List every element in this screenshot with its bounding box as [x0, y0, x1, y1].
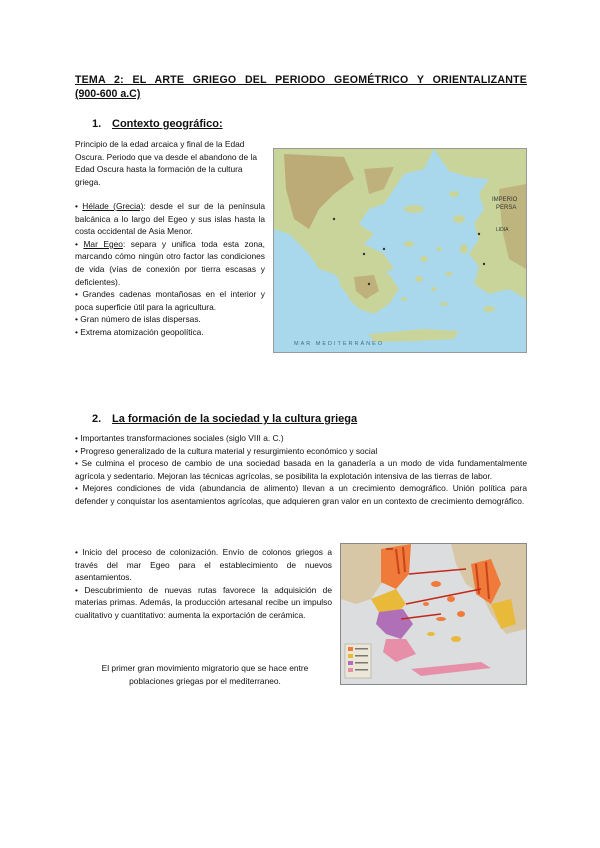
- section-2-number: 2.: [92, 413, 102, 425]
- colonization-map: [340, 543, 527, 685]
- aegean-map-image: [274, 149, 526, 352]
- paragraph: • Se culmina el proceso de cambio de una sociedad basada en la ganadería a un modo de vida fundamentalmente agrícola y sedentario. Mejoran las técnicas agrícolas, se posibilita la explotación intensiva de las tierras de labor.: [75, 458, 527, 481]
- section-1-bullets: [75, 200, 265, 339]
- section-1-heading: [92, 118, 223, 130]
- page-title-dates: (900-600 a.C): [75, 88, 141, 100]
- paragraph: • Inicio del proceso de colonización. Envío de colonos griegos a través del mar Egeo para el establecimiento de nuevos asentamientos.: [75, 547, 332, 583]
- aegean-map: [273, 148, 527, 353]
- svg-text:IMPERIO: IMPERIO: [492, 197, 518, 203]
- paragraph: • Mejores condiciones de vida (abundancia de alimento) llevan a un crecimiento demográfico. Unión política para defender y conquistar los asentamientos agrícolas, que adquieren gran valor en un contexto de crecimiento demográfico.: [75, 483, 527, 506]
- section-1-intro: Principio de la edad arcaica y final de la Edad Oscura. Periodo que va desde el abandono de la Edad Oscura hasta la formación de la cultura griega.: [75, 139, 258, 187]
- map-caption: El primer gran movimiento migratorio que se hace entre poblaciones griegas por el mediterraneo.: [101, 663, 309, 686]
- paragraph: • Descubrimiento de nuevas rutas favorece la adquisición de materias primas. Además, la producción artesanal recibe un impulso cualitativo y cuantitativo: aumenta la exportación de cerámica.: [75, 584, 332, 620]
- svg-text:PERSA: PERSA: [496, 205, 517, 211]
- section-2-paragraphs: [75, 432, 527, 508]
- section-1-title: Contexto geográfico:: [112, 118, 223, 130]
- bullet-islands: • Gran número de islas dispersas.: [75, 314, 201, 325]
- section-2-heading: [92, 413, 357, 425]
- svg-text:LIDIA: LIDIA: [496, 227, 509, 233]
- paragraph: • Progreso generalizado de la cultura material y resurgimiento económico y social: [75, 445, 378, 456]
- paragraph: • Importantes transformaciones sociales (siglo VIII a. C.): [75, 433, 284, 443]
- bullet-aegean: • Mar Egeo: separa y unifica toda esta zona, marcando cómo ningún otro factor las condiciones de vida (vías de conexión por tierra escasas y deficientes).: [75, 238, 265, 287]
- page-title: TEMA 2: EL ARTE GRIEGO DEL PERIODO GEOMÉTRICO Y ORIENTALIZANTE: [75, 74, 527, 86]
- bullet-mountains: • Grandes cadenas montañosas en el interior y poca superficie útil para la agricultura.: [75, 289, 265, 312]
- section-2-colonization: [75, 546, 332, 622]
- bullet-hellas: • Hélade (Grecia): desde el sur de la península balcánica a lo largo del Egeo y sus islas hasta la costa occidental de Asia Menor.: [75, 201, 265, 237]
- section-2-title: La formación de la sociedad y la cultura griega: [112, 413, 358, 425]
- bullet-atomization: • Extrema atomización geopolítica.: [75, 326, 204, 337]
- svg-text:MAR MEDITERRÁNEO: MAR MEDITERRÁNEO: [294, 341, 385, 347]
- section-1-number: 1.: [92, 118, 102, 130]
- colonization-map-image: [341, 544, 526, 684]
